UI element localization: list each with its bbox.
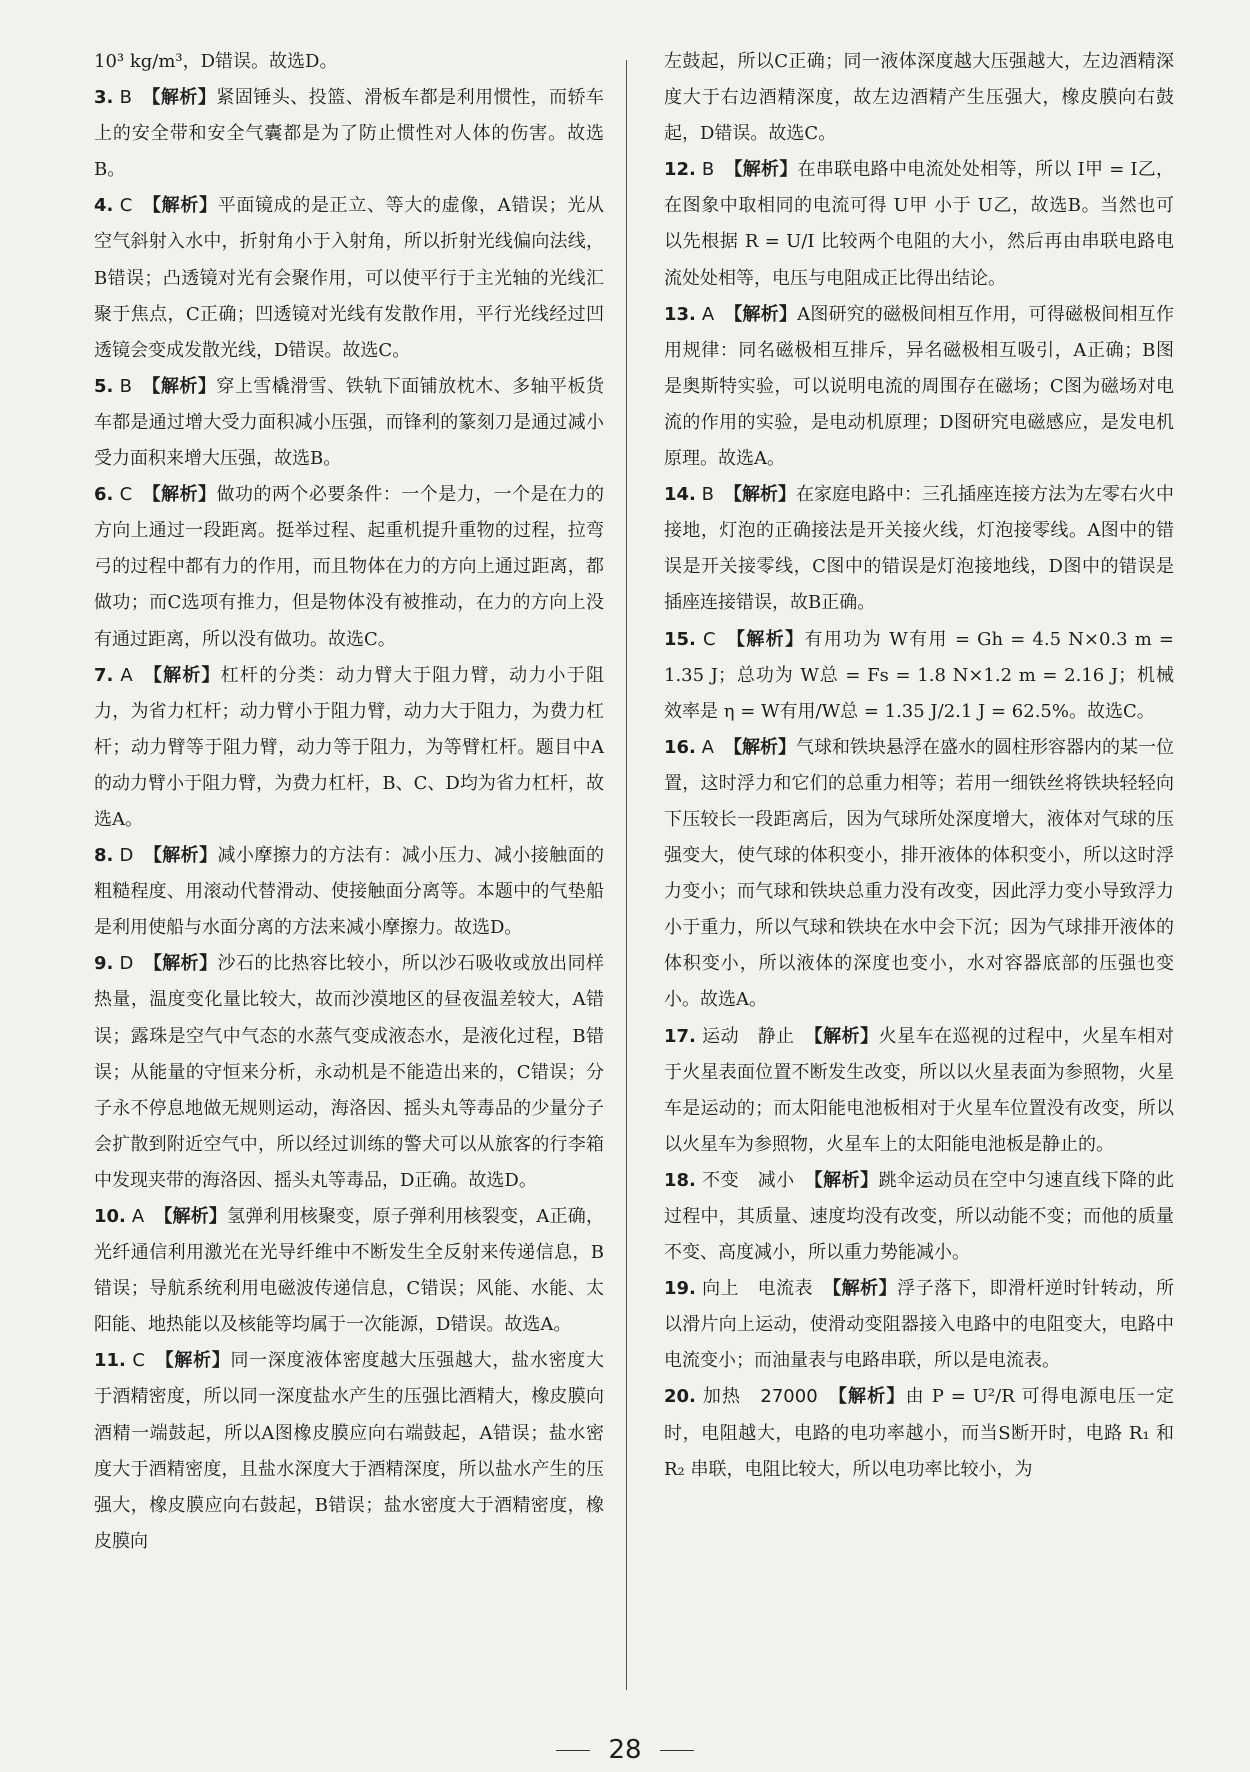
answer-item	[664, 44, 1174, 152]
column-divider	[626, 60, 627, 1690]
left-column	[94, 44, 604, 1596]
answer-item	[94, 477, 604, 657]
question-number: 15.	[664, 628, 696, 650]
answer-choice: A	[701, 736, 714, 758]
answer-choice: D	[119, 953, 134, 975]
answer-text: 10³ kg/m³，D错误。故选D。	[94, 51, 338, 72]
answer-item	[664, 622, 1174, 730]
answer-text: 同一深度液体密度越大压强越大，盐水密度大于酒精密度，所以同一深度盐水产生的压强比酒精大，橡皮膜向酒精一端鼓起，所以A图橡皮膜应向右端鼓起，A错误；盐水密度大于酒精密度，且盐水深度大于酒精深度，所以盐水产生的压强大，橡皮膜应向右鼓起，B错误；盐水密度大于酒精密度，橡皮膜向	[94, 1350, 604, 1552]
answer-choice: 不变 减小	[702, 1169, 795, 1191]
question-number: 16.	[664, 736, 696, 758]
answer-item	[664, 1379, 1174, 1487]
question-number: 12.	[664, 159, 696, 181]
footer-dash-left	[556, 1750, 590, 1751]
answer-item	[94, 1199, 604, 1343]
question-number: 14.	[664, 484, 696, 506]
analysis-tag: 【解析】	[142, 195, 218, 217]
analysis-tag: 【解析】	[723, 736, 796, 758]
answer-item	[664, 152, 1174, 296]
analysis-tag: 【解析】	[154, 1206, 228, 1227]
answer-choice: C	[703, 628, 716, 650]
question-number: 20.	[664, 1386, 696, 1408]
answer-choice: 加热 27000	[702, 1386, 818, 1408]
answer-text: 紧固锤头、投篮、滑板车都是利用惯性，而轿车上的安全带和安全气囊都是为了防止惯性对人体的伤害。故选B。	[94, 87, 605, 181]
answer-text: 平面镜成的是正立、等大的虚像，A错误；光从空气斜射入水中，折射角小于入射角，所以折射光线偏向法线，B错误；凸透镜对光有会聚作用，可以使平行于主光轴的光线汇聚于焦点，C正确；凹透镜对光线有发散作用，平行光线经过凹透镜会变成发散光线，D错误。故选C。	[94, 195, 605, 361]
answer-choice: 向上 电流表	[702, 1278, 814, 1300]
answer-text: 沙石的比热容比较小，所以沙石吸收或放出同样热量，温度变化量比较大，故而沙漠地区的昼夜温差较大，A错误；露珠是空气中气态的水蒸气变成液态水，是液化过程，B错误；从能量的守恒来分析，永动机是不能造出来的，C错误；分子永不停息地做无规则运动，海洛因、摇头丸等毒品的少量分子会扩散到附近空气中，所以经过训练的警犬可以从旅客的行李箱中发现夹带的海洛因、摇头丸等毒品，D正确。故选D。	[94, 953, 605, 1191]
answer-item	[94, 1560, 604, 1596]
answer-item	[94, 369, 604, 477]
answer-text: 减小摩擦力的方法有：减小压力、减小接触面的粗糙程度、用滚动代替滑动、使接触面分离等。本题中的气垫船是利用使船与水面分离的方法来减小摩擦力。故选D。	[94, 845, 605, 939]
page-number: 28	[608, 1735, 642, 1765]
answer-text: 做功的两个必要条件：一个是力，一个是在力的方向上通过一段距离。挺举过程、起重机提升重物的过程，拉弯弓的过程中都有力的作用，而且物体在力的方向上通过距离，都做功；而C选项有推力，但是物体没有被推动，在力的方向上没有通过距离，所以没有做功。故选C。	[94, 484, 605, 650]
analysis-tag: 【解析】	[142, 664, 221, 686]
analysis-tag: 【解析】	[804, 1025, 879, 1047]
page-number-footer	[0, 1735, 1250, 1765]
question-number: 18.	[664, 1169, 696, 1191]
question-number: 13.	[664, 303, 696, 325]
analysis-tag: 【解析】	[724, 159, 798, 181]
question-number: 3.	[94, 87, 114, 109]
analysis-tag: 【解析】	[724, 303, 798, 325]
answer-choice: A	[701, 303, 715, 325]
answer-choice: B	[119, 87, 132, 109]
answer-text: 气球和铁块悬浮在盛水的圆柱形容器内的某一位置，这时浮力和它们的总重力相等；若用一细铁丝将铁块轻轻向下压较长一段距离后，因为气球所处深度增大，液体对气球的压强变大，使气球的体积变小，排开液体的体积变小，所以这时浮力变小；而气球和铁块总重力没有改变，因此浮力变小导致浮力小于重力，所以气球和铁块在水中会下沉；因为气球排开液体的体积变小，所以液体的深度也变小，水对容器底部的压强也变小。故选A。	[664, 736, 1175, 1011]
answer-item	[664, 1271, 1174, 1379]
answer-text: 杠杆的分类：动力臂大于阻力臂，动力小于阻力，为省力杠杆；动力臂小于阻力臂，动力大于阻力，为费力杠杆；动力臂等于阻力臂，动力等于阻力，为等臂杠杆。题目中A的动力臂小于阻力臂，为费力杠杆，B、C、D均为省力杠杆，故选A。	[94, 664, 605, 830]
answer-item	[94, 80, 604, 188]
question-number: 6.	[94, 484, 114, 506]
question-number: 4.	[94, 195, 114, 217]
answer-choice: C	[119, 484, 133, 506]
answer-text: 氢弹利用核聚变，原子弹利用核裂变，A正确，光纤通信利用激光在光导纤维中不断发生全反射来传递信息，B错误；导航系统利用电磁波传递信息，C错误；风能、水能、太阳能、地热能以及核能等均属于一次能源，D错误。故选A。	[94, 1206, 605, 1336]
answer-item	[94, 658, 604, 838]
answer-item	[94, 44, 604, 80]
answer-text: A图研究的磁极间相互作用，可得磁极间相互作用规律：同名磁极相互排斥，异名磁极相互吸引，A正确；B图是奥斯特实验，可以说明电流的周围存在磁场；C图为磁场对电流的作用的实验，是电动机原理；D图研究电磁感应，是发电机原理。故选A。	[664, 303, 1175, 470]
answer-text: 左鼓起，所以C正确；同一液体深度越大压强越大，左边酒精深度大于右边酒精深度，故左边酒精产生压强大，橡皮膜向右鼓起，D错误。故选C。	[664, 51, 1174, 145]
answer-item	[94, 1343, 604, 1560]
answer-text: 在串联电路中电流处处相等，所以 I甲 = I乙，在图象中取相同的电流可得 U甲 小于 U乙，故选B。当然也可以先根据 R = U/I 比较两个电阻的大小，然后再由串联电路电流处处相等，电压与电阻成正比得出结论。	[664, 159, 1175, 289]
analysis-tag: 【解析】	[725, 628, 805, 650]
question-number: 8.	[94, 845, 114, 867]
answer-item	[664, 297, 1174, 477]
right-column	[664, 44, 1174, 1488]
analysis-tag: 【解析】	[804, 1169, 879, 1191]
answer-text: 穿上雪橇滑雪、铁轨下面铺放枕木、多轴平板货车都是通过增大受力面积减小压强，而锋利的篆刻刀是通过减小受力面积来增大压强，故选B。	[94, 375, 605, 470]
answer-item	[94, 838, 604, 946]
question-number: 5.	[94, 375, 114, 397]
analysis-tag: 【解析】	[723, 484, 796, 506]
question-number: 9.	[94, 953, 114, 975]
question-number: 17.	[664, 1025, 696, 1047]
answer-item	[664, 1019, 1174, 1163]
answer-item	[664, 1163, 1174, 1271]
answer-text: 由 P = U²/R 可得电源电压一定时，电阻越大，电路的电功率越小，而当S断开时，电路 R₁ 和 R₂ 串联，电阻比较大，所以电功率比较小，为	[664, 1386, 1175, 1480]
question-number: 11.	[94, 1350, 126, 1372]
answer-choice: D	[119, 845, 134, 867]
answer-choice: A	[120, 664, 133, 686]
answer-item	[664, 477, 1174, 621]
analysis-tag: 【解析】	[142, 484, 217, 506]
answer-choice: C	[119, 195, 133, 217]
answer-text: 浮子落下，即滑杆逆时针转动，所以滑片向上运动，使滑动变阻器接入电路中的电阻变大，电路中电流变小；而油量表与电路串联，所以是电流表。	[664, 1278, 1175, 1372]
answer-text: 在家庭电路中：三孔插座连接方法为左零右火中接地，灯泡的正确接法是开关接火线，灯泡接零线。A图中的错误是开关接零线，C图中的错误是灯泡接地线，D图中的错误是插座连接错误，故B正确。	[664, 484, 1175, 614]
answer-choice: B	[701, 484, 714, 506]
answer-item	[94, 188, 604, 368]
question-number: 7.	[94, 664, 114, 686]
answer-choice: B	[119, 375, 132, 397]
answer-item	[94, 946, 604, 1199]
answer-choice: A	[131, 1206, 145, 1227]
analysis-tag: 【解析】	[143, 953, 218, 975]
answer-text: 有用功为 W有用 = Gh = 4.5 N×0.3 m = 1.35 J；总功为 W总 = Fs = 1.8 N×1.2 m = 2.16 J；机械效率是 η = W有用/W总 = 1.35 J/2.1 J = 62.5%。故选C。	[664, 628, 1174, 722]
analysis-tag: 【解析】	[827, 1386, 906, 1408]
analysis-tag: 【解析】	[141, 87, 217, 109]
analysis-tag: 【解析】	[141, 375, 217, 397]
answer-choice: C	[132, 1350, 145, 1372]
answer-text: 火星车在巡视的过程中，火星车相对于火星表面位置不断发生改变，所以以火星表面为参照物，火星车是运动的；而太阳能电池板相对于火星车位置没有改变，所以以火星车为参照物，火星车上的太阳能电池板是静止的。	[664, 1025, 1175, 1155]
answer-choice: 运动 静止	[702, 1025, 795, 1047]
analysis-tag: 【解析】	[143, 845, 218, 867]
analysis-tag: 【解析】	[154, 1350, 231, 1372]
question-number: 10.	[94, 1206, 126, 1227]
answer-text: 跳伞运动员在空中匀速直线下降的此过程中，其质量、速度均没有改变，所以动能不变；而他的质量不变、高度减小，所以重力势能减小。	[664, 1169, 1175, 1264]
question-number: 19.	[664, 1278, 696, 1300]
analysis-tag: 【解析】	[823, 1278, 898, 1300]
answer-item	[664, 730, 1174, 1019]
answer-choice: B	[701, 159, 715, 181]
footer-dash-right	[660, 1750, 694, 1751]
